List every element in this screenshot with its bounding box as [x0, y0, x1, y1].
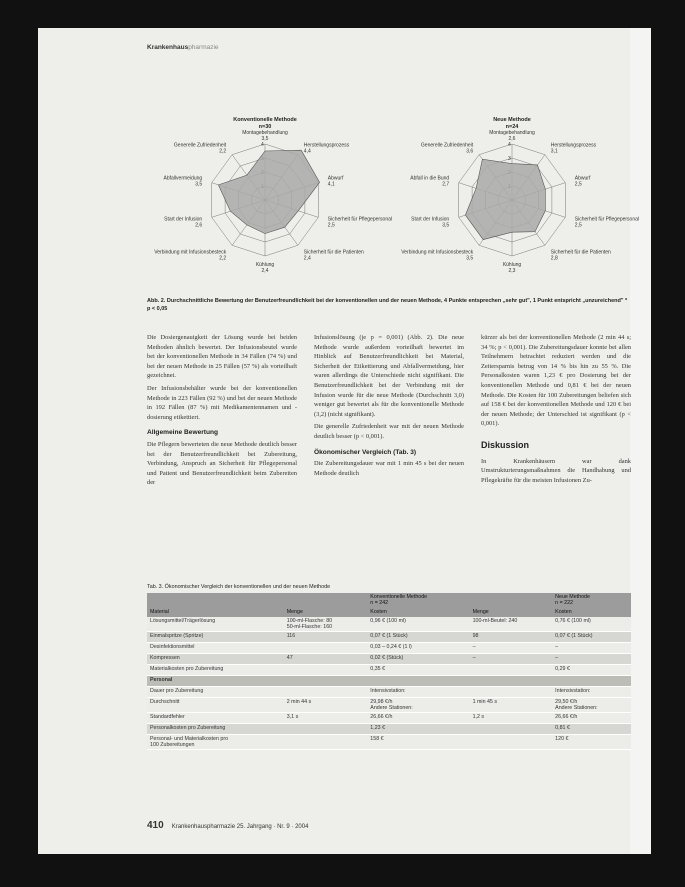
journal-citation: Krankenhauspharmazie 25. Jahrgang · Nr. 9 · 2004 — [171, 824, 309, 830]
table-cell — [470, 665, 553, 676]
table-cell — [470, 676, 553, 687]
axis-label: Kühlung 2,4 — [255, 262, 275, 274]
axis-label: Sicherheit für Pflegepersonal 2,5 — [327, 216, 393, 229]
table-cell: 2 min 44 s — [284, 698, 368, 713]
axis-label: Sicherheit für Pflegepersonal 2,5 — [574, 216, 640, 229]
table-cell: Personalkosten pro Zubereitung — [147, 724, 284, 735]
axis-label: Montagebehandlung 3,5 — [242, 130, 288, 142]
axis-label: Abfallvermeidung 3,5 — [163, 175, 203, 188]
table-row — [147, 687, 631, 698]
column-header: Menge — [284, 607, 368, 617]
table-cell: Einmalspritze (Spritze) — [147, 632, 284, 643]
table-cell: – — [470, 654, 553, 665]
table-row — [147, 735, 631, 750]
table-row — [147, 643, 631, 654]
table-cell: 116 — [284, 632, 368, 643]
tick-label: 4 — [508, 142, 511, 148]
table-cell: Durchschnitt — [147, 698, 284, 713]
table-cell — [284, 665, 368, 676]
table-caption: Tab. 3. Ökonomischer Vergleich der konventionellen und der neuen Methode — [147, 584, 331, 590]
table-cell: 100-ml-Flasche: 80 50-ml-Flasche: 160 — [284, 617, 368, 632]
table-cell: Lösungsmittel/Trägerlösung — [147, 617, 284, 632]
table-row — [147, 632, 631, 643]
table-cell: Desinfektionsmittel — [147, 643, 284, 654]
column-header: Menge — [470, 607, 553, 617]
table-cell — [284, 676, 368, 687]
table-cell: Standardfehler — [147, 713, 284, 724]
journal-header — [147, 44, 219, 51]
section-heading: Ökonomischer Vergleich (Tab. 3) — [314, 448, 417, 456]
table-cell: 3,1 s — [284, 713, 368, 724]
table-cell: 29,98 €/h Andere Stationen: — [367, 698, 469, 713]
group-header-conventional: Konventionelle Methode n = 242 — [367, 593, 469, 607]
table-cell — [284, 643, 368, 654]
table-row — [147, 713, 631, 724]
table-cell — [552, 676, 631, 687]
table-cell: 98 — [470, 632, 553, 643]
column-header: Kosten — [367, 607, 469, 617]
table-cell: 47 — [284, 654, 368, 665]
axis-label: Abwurf 2,5 — [574, 175, 591, 188]
table-row — [147, 654, 631, 665]
axis-label: Verbindung mit Infusionsbesteck 3,5 — [401, 249, 474, 262]
table-cell: – — [470, 643, 553, 654]
table-cell: Personal — [147, 676, 284, 687]
axis-label: Herstellungsprozess 4,4 — [303, 142, 350, 155]
column-header: Kosten — [552, 607, 631, 617]
table-cell: 26,66 €/h — [552, 713, 631, 724]
table-row — [147, 676, 631, 687]
table-cell — [284, 687, 368, 698]
group-header-new: Neue Methode n = 222 — [552, 593, 631, 607]
axis-label: Verbindung mit Infusionsbesteck 2,2 — [154, 249, 227, 262]
radar-chart-conventional — [150, 117, 393, 277]
section-heading: Allgemeine Bewertung — [147, 429, 219, 437]
axis-label: Start der Infusion 2,6 — [164, 216, 203, 229]
tick-label: 4 — [261, 142, 264, 148]
text-column-3: kürzer als bei der konventionellen Methode (2 min 44 s; 34 %; p < 0,001). Die Zubereitungsdauer konnte bei allen Teilnehmern betrachtet reduziert werden und die Zeitersparnis betrug von 14 % bis hin zu 55 %. Die Personalkosten waren 1,23 € pro Dosierung bei der konventionellen Methode und 0,81 € bei der neuen Methode. Die Kosten für 100 Zubereitungen beliefen sich auf 158 € bei der konventionellen Methode und 120 € bei der neuen Methode; der Unterschied ist signifikant (p < 0,001). Diskussion In Krankenhäusern war dank Umstrukturierungsmaßnahmen die Handhabung und Pflegekräfte für die meisten Infusionen Zu- — [481, 334, 631, 484]
table-cell — [470, 687, 553, 698]
table-row — [147, 724, 631, 735]
table-cell: 0,07 € (1 Stück) — [367, 632, 469, 643]
table-row — [147, 617, 631, 632]
page-number: 410 — [147, 820, 164, 831]
tick-label: 3 — [508, 156, 511, 162]
axis-label: Sicherheit für die Patienten 2,8 — [550, 249, 611, 262]
economic-comparison-table — [147, 593, 631, 750]
table-cell: 0,76 € (100 ml) — [552, 617, 631, 632]
body-text — [147, 333, 631, 583]
table-cell: Kompressen — [147, 654, 284, 665]
table-cell: 0,96 € (100 ml) — [367, 617, 469, 632]
page-footer — [147, 820, 308, 831]
table-cell: – — [552, 654, 631, 665]
table-cell: 0,07 € (1 Stück) — [552, 632, 631, 643]
axis-label: Generelle Zufriedenheit 2,2 — [173, 142, 227, 155]
table-cell: 120 € — [552, 735, 631, 750]
table-cell: Intensivstation: — [367, 687, 469, 698]
header-brand-light: pharmazie — [188, 44, 219, 51]
text-column-2: Infusionslösung (je p = 0,001) (Abb. 2). Die neue Methode wurde außerdem vorteilhaft bewertet im Hinblick auf Benutzerfreundlichkeit bei Material, Sicherheit der Etikettierung und Abfallvermeidung, hier waren allerdings die Unterschiede nicht signifikant. Die Benutzerfreundlichkeit bei der Verbindung mit der Infusion wurde für die neue Methode (Durchschnitt 3,0) weniger gut bewertet als für die konventionelle Methode (3,2) (nicht signifikant). Die generelle Zufriedenheit war mit der neuen Methode deutlich besser (p < 0,001). Ökonomischer Vergleich (Tab. 3) Die Zubereitungsdauer war mit 1 min 45 s bei der neuen Methode deutlich — [314, 334, 464, 477]
table-cell — [284, 724, 368, 735]
radar-svg — [397, 117, 640, 277]
table-cell — [367, 676, 469, 687]
axis-label: Abwurf 4,1 — [327, 175, 344, 188]
axis-label: Start der Infusion 3,5 — [411, 216, 450, 229]
chart-title: Neue Methode n=24 — [493, 117, 531, 130]
table-cell: Dauer pro Zubereitung — [147, 687, 284, 698]
table-cell: Personal- und Materialkosten pro 100 Zubereitungen — [147, 735, 284, 750]
axis-label: Sicherheit für die Patienten 2,4 — [303, 249, 364, 262]
radar-svg — [150, 117, 393, 277]
table-cell: 1 min 45 s — [470, 698, 553, 713]
header-brand-bold: Krankenhaus — [147, 44, 189, 51]
axis-label: Montagebehandlung 2,6 — [489, 130, 535, 142]
table-cell: 29,50 €/h Andere Stationen: — [552, 698, 631, 713]
table-cell — [470, 735, 553, 750]
section-heading-discussion: Diskussion — [481, 439, 530, 450]
page-gutter — [630, 28, 651, 854]
table-cell: 0,29 € — [552, 665, 631, 676]
column-header: Material — [147, 607, 284, 617]
table-cell — [470, 724, 553, 735]
table-cell: 0,81 € — [552, 724, 631, 735]
axis-label: Herstellungsprozess 3,1 — [550, 142, 597, 155]
table-cell: Intensivstation: — [552, 687, 631, 698]
table-cell: 1,2 s — [470, 713, 553, 724]
table-cell: – — [552, 643, 631, 654]
radar-chart-new — [397, 117, 640, 277]
score-area — [218, 150, 319, 233]
table-row — [147, 665, 631, 676]
table-row — [147, 698, 631, 713]
figure-caption: Abb. 2. Durchschnittliche Bewertung der Benutzerfreundlichkeit bei der konventionellen und der neuen Methode, 4 Punkte entsprechen „sehr gut", 1 Punkt entspricht „unzureichend" * p < 0,05 — [147, 298, 628, 312]
text-column-1: Die Dosiergenauigkeit der Lösung wurde bei beiden Methoden ähnlich bewertet. Der Infusionsbeutel wurde bei der konventionellen Methode in 34 Fällen (74 %) und bei der neuen Methode in 25 Fällen (57 %) als vorteilhaft gezeichnet. Der Infusionsbehälter wurde bei der konventionellen Methode in 223 Fällen (92 %) und bei der neuen Methode in 192 Fällen (87 %) mit Medikamentennamen und -dosierung etikettiert. Allgemeine Bewertung Die Pflegern bewerteten die neue Methode deutlich besser bei der Benutzerfreundlichkeit bei Zubereitung, Verbindung, Anspruch an Sicherheit für Pflegepersonal und Patient und Benutzerfreundlichkeit beim Zubereiten der — [147, 334, 297, 487]
axis-label: Kühlung 2,3 — [502, 262, 522, 274]
table-cell: 100-ml-Beutel: 240 — [470, 617, 553, 632]
table-cell — [284, 735, 368, 750]
table-cell: 0,03 – 0,24 € (1 l) — [367, 643, 469, 654]
table-cell: 1,23 € — [367, 724, 469, 735]
table-cell: 0,35 € — [367, 665, 469, 676]
axis-label: Generelle Zufriedenheit 3,6 — [420, 142, 474, 155]
axis-label: Abfall in die Bund 2,7 — [410, 175, 450, 188]
table-cell: Materialkosten pro Zubereitung — [147, 665, 284, 676]
chart-title: Konventionelle Methode n=30 — [233, 117, 297, 130]
score-area — [465, 159, 545, 239]
table-cell: 0,02 € (Stück) — [367, 654, 469, 665]
table-cell: 26,66 €/h — [367, 713, 469, 724]
table-cell: 158 € — [367, 735, 469, 750]
